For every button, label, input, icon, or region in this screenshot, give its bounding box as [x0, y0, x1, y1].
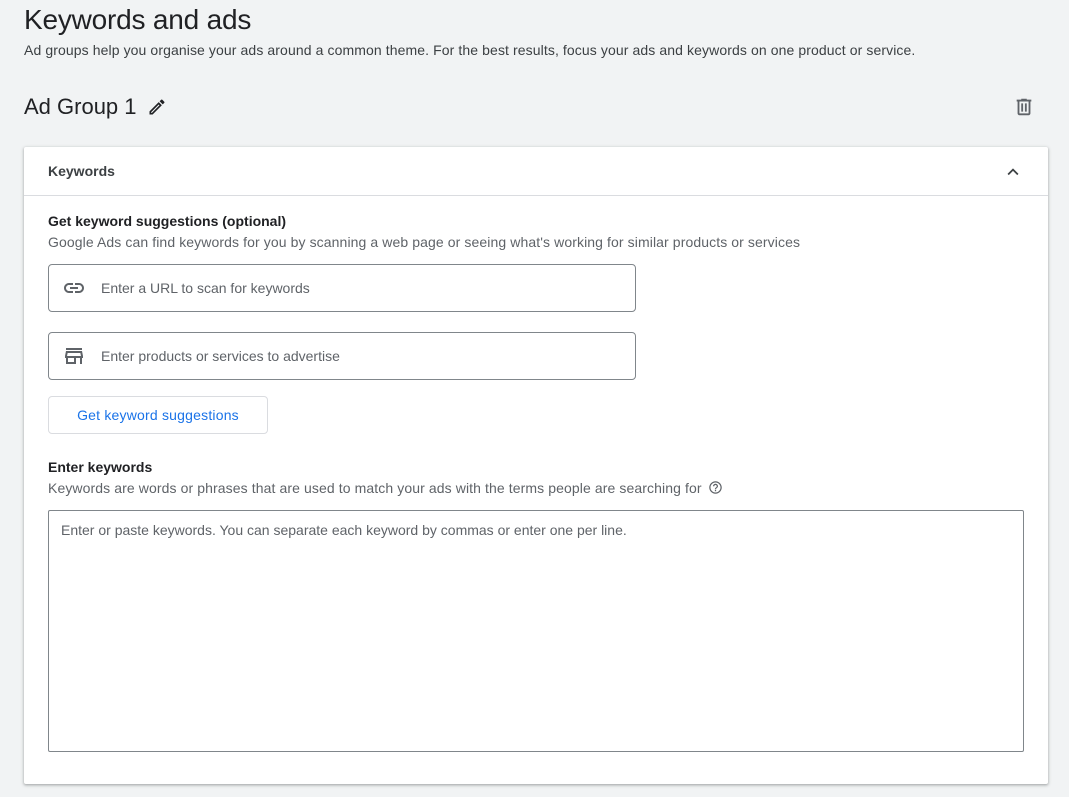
help-circle-icon[interactable] [708, 480, 723, 495]
ad-group-name: Ad Group 1 [24, 94, 137, 119]
keywords-card [24, 147, 1048, 784]
products-input-field[interactable] [48, 332, 636, 380]
products-input[interactable] [101, 333, 635, 379]
link-icon [62, 276, 86, 300]
chevron-up-icon[interactable] [1002, 161, 1024, 183]
storefront-icon [62, 344, 86, 368]
keywords-card-header[interactable] [24, 147, 1048, 196]
enter-keywords-description-row [48, 480, 723, 496]
ad-group-header [24, 92, 1045, 122]
enter-keywords-description: Keywords are words or phrases that are used to match your ads with the terms people are searching for [48, 480, 702, 496]
get-keyword-suggestions-button[interactable]: Get keyword suggestions [48, 396, 268, 434]
suggestions-title: Get keyword suggestions (optional) [48, 213, 287, 229]
trash-icon[interactable] [1013, 96, 1035, 118]
url-input[interactable] [101, 265, 635, 311]
page-subtitle: Ad groups help you organise your ads around a common theme. For the best results, focus your ads and keywords on one product or service. [24, 42, 916, 58]
keywords-card-title: Keywords [48, 163, 115, 179]
page-title: Keywords and ads [24, 4, 252, 35]
suggestions-description: Google Ads can find keywords for you by scanning a web page or seeing what's working for similar products or services [48, 234, 801, 250]
url-input-field[interactable] [48, 264, 636, 312]
keywords-textarea[interactable] [48, 510, 1024, 752]
pencil-icon[interactable] [147, 97, 167, 117]
enter-keywords-title: Enter keywords [48, 459, 153, 475]
